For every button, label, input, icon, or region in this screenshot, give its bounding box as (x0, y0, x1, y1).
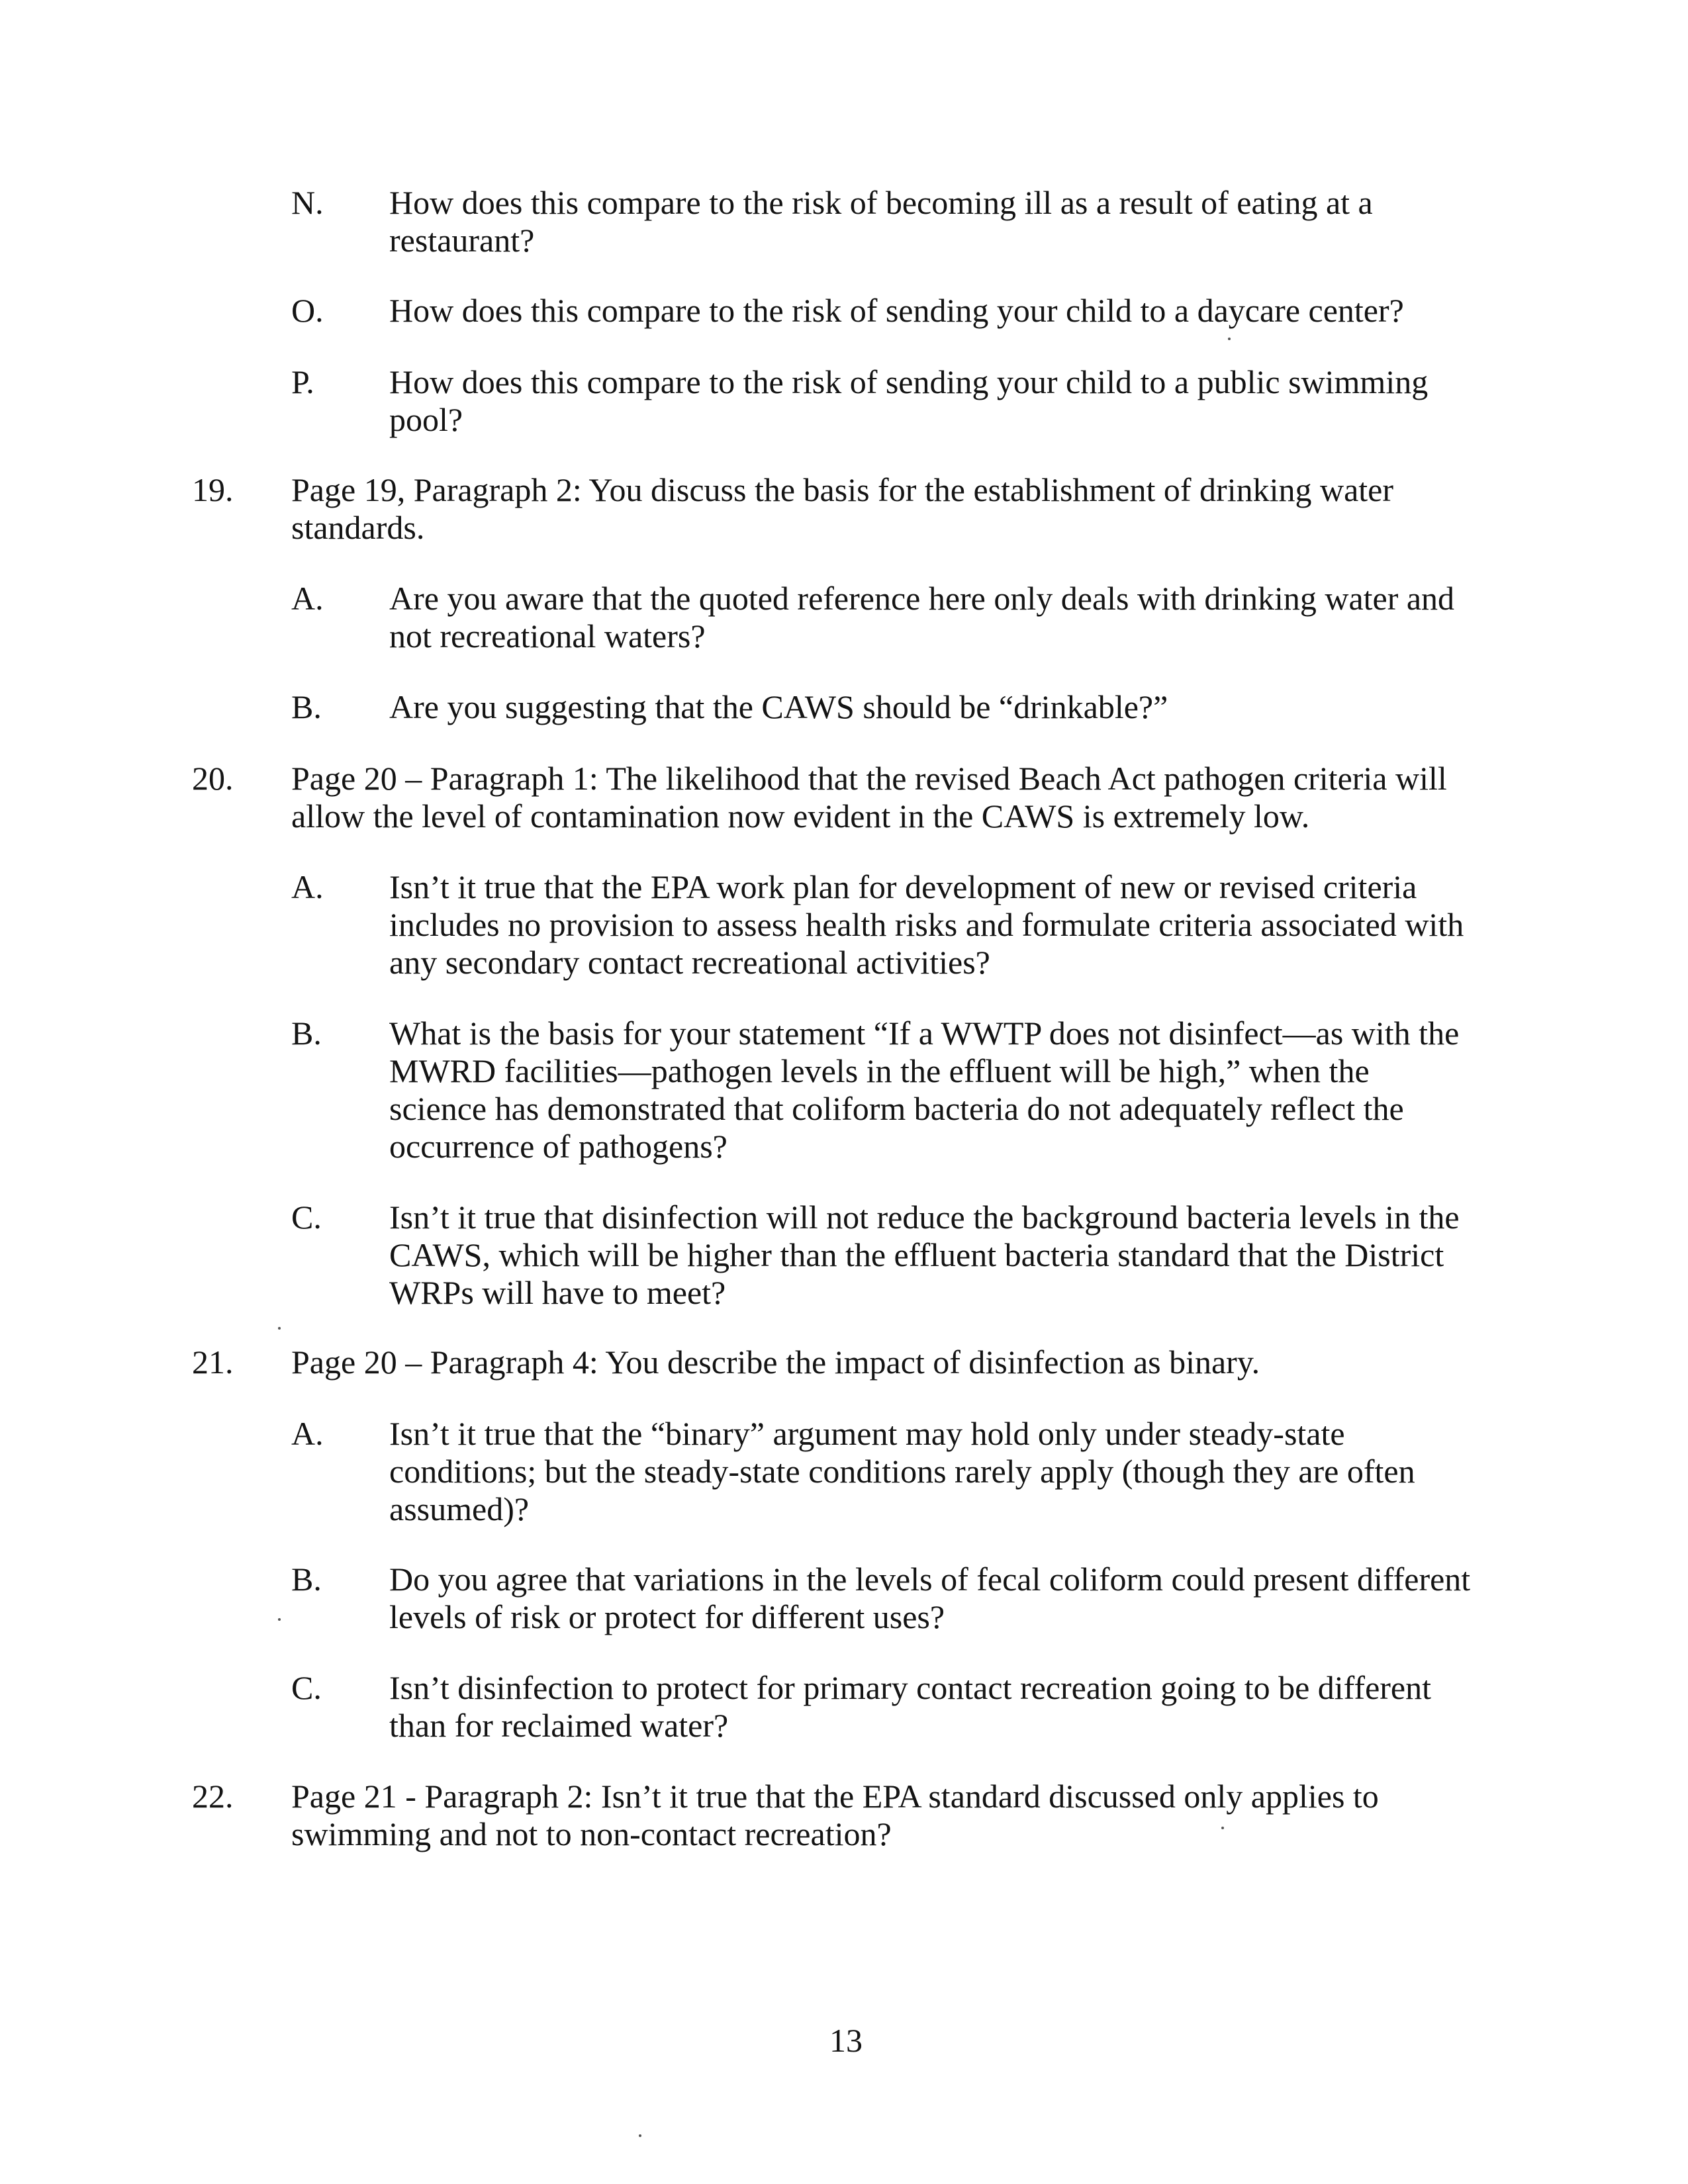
question-text: Page 21 - Paragraph 2: Isn’t it true that the EPA standard discussed only applies to swimming and not to non-contact recreation? (291, 1778, 1379, 1852)
scan-speck (278, 1618, 281, 1621)
item-text: Are you aware that the quoted reference here only deals with drinking water and not recreational waters? (389, 580, 1455, 655)
item-text: What is the basis for your statement “If a WWTP does not disinfect—as with the MWRD facilities—pathogen levels in the effluent will be high,” when the science has demonstrated that coliform bacteria do not adequately reflect the occurrence of pathogens? (389, 1015, 1460, 1165)
scan-speck (639, 2134, 641, 2137)
question-number: 22. (192, 1778, 234, 1815)
item-text: Do you agree that variations in the levels of fecal coliform could present different levels of risk or protect for different uses? (389, 1561, 1471, 1635)
item-marker: C. (291, 1199, 322, 1236)
item-marker: B. (291, 1561, 322, 1598)
item-text: Isn’t disinfection to protect for primary contact recreation going to be different than for reclaimed water? (389, 1669, 1431, 1744)
item-text: Isn’t it true that disinfection will not reduce the background bacteria levels in the CAWS, which will be higher than the effluent bacteria standard that the District WRPs will have to meet? (389, 1199, 1460, 1311)
question-text: Page 19, Paragraph 2: You discuss the basis for the establishment of drinking water standards. (291, 471, 1394, 546)
scan-speck (1221, 1827, 1224, 1829)
item-marker: A. (291, 1415, 324, 1452)
item-marker: C. (291, 1669, 322, 1706)
scan-speck (1228, 338, 1231, 340)
item-text: Isn’t it true that the EPA work plan for development of new or revised criteria includes no provision to assess health risks and formulate criteria associated with any secondary contact recreational activities? (389, 868, 1464, 981)
item-marker: O. (291, 292, 324, 329)
question-number: 21. (192, 1343, 234, 1381)
page-number: 13 (829, 2022, 863, 2059)
item-marker: B. (291, 688, 322, 725)
item-text: How does this compare to the risk of sending your child to a daycare center? (389, 292, 1404, 329)
item-marker: A. (291, 580, 324, 617)
item-marker: A. (291, 868, 324, 905)
scan-speck (278, 1327, 281, 1330)
question-number: 19. (192, 471, 234, 508)
item-marker: B. (291, 1015, 322, 1052)
item-text: Isn’t it true that the “binary” argument may hold only under steady-state conditions; but the steady-state conditions rarely apply (though they are often assumed)? (389, 1415, 1415, 1527)
question-text: Page 20 – Paragraph 4: You describe the impact of disinfection as binary. (291, 1343, 1260, 1381)
item-marker: N. (291, 184, 324, 221)
question-text: Page 20 – Paragraph 1: The likelihood that the revised Beach Act pathogen criteria will allow the level of contamination now evident in the CAWS is extremely low. (291, 760, 1447, 835)
item-marker: P. (291, 363, 314, 400)
item-text: How does this compare to the risk of becoming ill as a result of eating at a restaurant? (389, 184, 1373, 259)
item-text: Are you suggesting that the CAWS should be “drinkable?” (389, 688, 1168, 725)
item-text: How does this compare to the risk of sending your child to a public swimming pool? (389, 363, 1429, 438)
question-number: 20. (192, 760, 234, 797)
